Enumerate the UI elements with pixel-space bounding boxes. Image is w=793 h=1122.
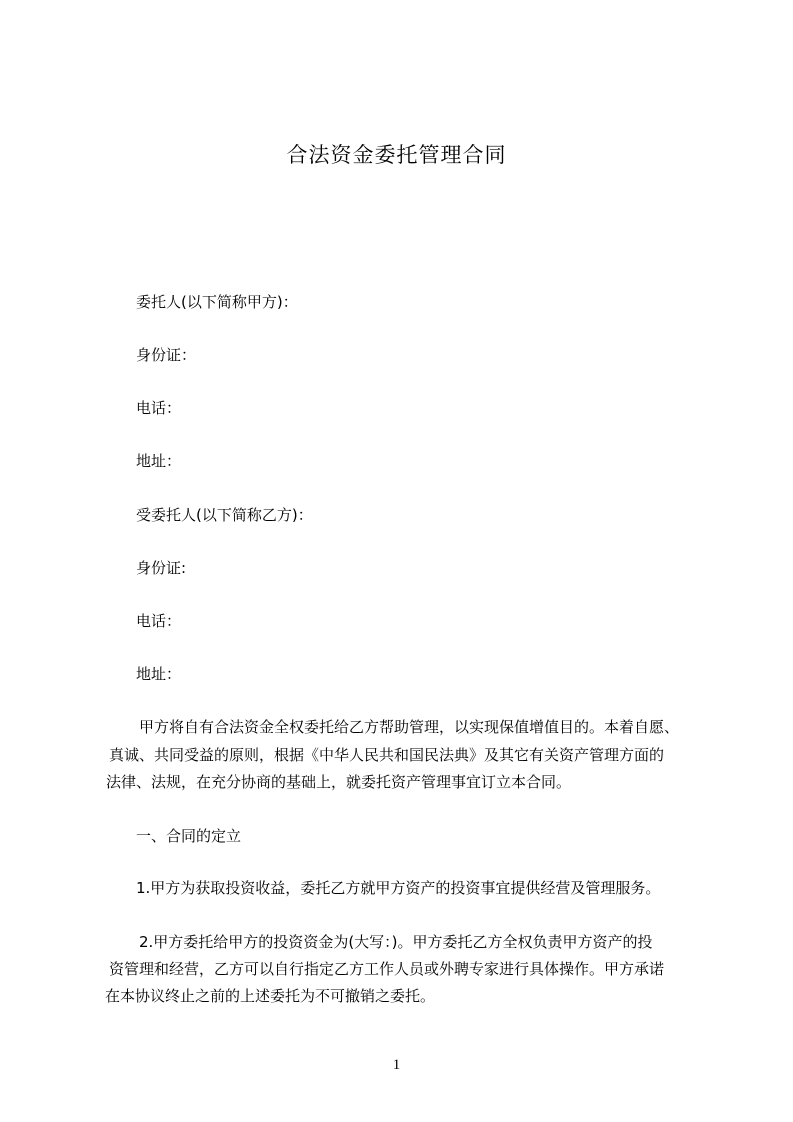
party-a-address-label: 地址：: [136, 452, 182, 470]
clause-2-line: 资管理和经营，乙方可以自行指定乙方工作人员或外聘专家进行具体操作。甲方承诺: [109, 960, 665, 978]
preamble-line: 法律、法规，在充分协商的基础上，就委托资产管理事宜订立本合同。: [106, 773, 572, 791]
section-1-heading: 一、合同的定立: [136, 827, 242, 845]
party-a-phone-label: 电话：: [136, 399, 182, 417]
party-a-id-label: 身份证：: [136, 346, 197, 364]
clause-1: 1.甲方为获取投资收益，委托乙方就甲方资产的投资事宜提供经营及管理服务。: [136, 879, 661, 897]
preamble-line: 甲方将自有合法资金全权委托给乙方帮助管理，以实现保值增值目的。本着自愿、: [139, 718, 680, 736]
party-b-phone-label: 电话：: [136, 612, 182, 630]
party-a-label: 委托人(以下简称甲方)：: [136, 293, 298, 311]
clause-2-line: 2.甲方委托给甲方的投资资金为(大写：)。甲方委托乙方全权负责甲方资产的投: [139, 933, 653, 951]
clause-2-line: 在本协议终止之前的上述委托为不可撤销之委托。: [105, 987, 436, 1005]
page-number: 1: [392, 1057, 401, 1073]
party-b-id-label: 身份证:: [136, 559, 187, 577]
preamble-line: 真诚、共同受益的原则，根据《中华人民共和国民法典》及其它有关资产管理方面的: [109, 746, 665, 764]
document-title: 合法资金委托管理合同: [286, 143, 507, 167]
party-b-address-label: 地址：: [136, 665, 182, 683]
party-b-label: 受委托人(以下简称乙方)：: [136, 506, 313, 524]
